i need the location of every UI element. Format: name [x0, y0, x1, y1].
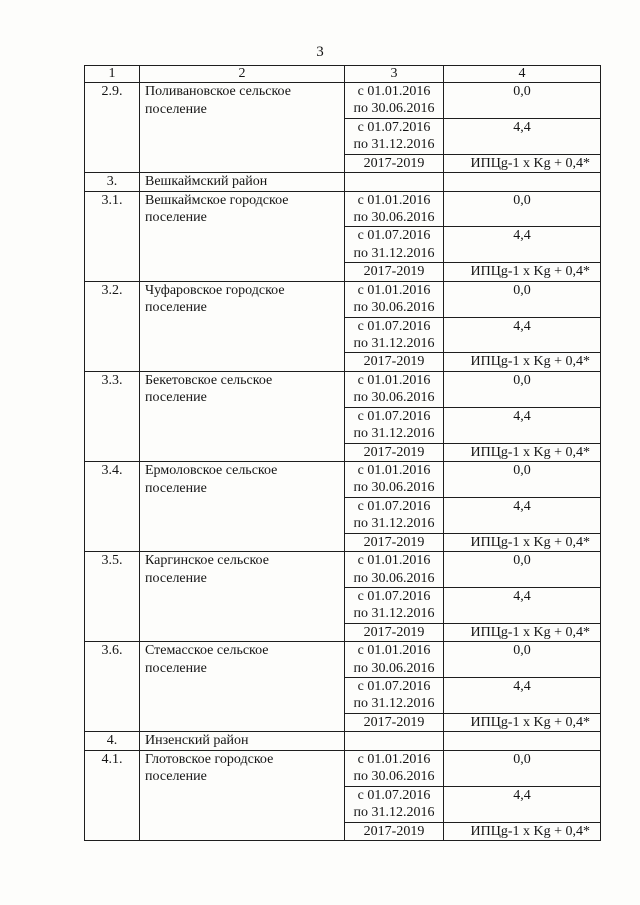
period-cell	[345, 678, 444, 714]
table-row	[85, 750, 601, 786]
period-line: 2017-2019	[363, 264, 425, 280]
settlement-name-line: Каргинское сельское	[145, 553, 269, 569]
settlement-name	[140, 281, 345, 371]
period-cell	[345, 533, 444, 552]
index-value: 0,0	[444, 462, 601, 498]
index-value: 4,4	[444, 786, 601, 822]
period-line: по 31.12.2016	[353, 137, 435, 153]
index-value: 0,0	[444, 642, 601, 678]
empty-cell	[345, 173, 444, 192]
settlement-name-line: Стемасское сельское	[145, 643, 269, 659]
settlement-name	[140, 552, 345, 642]
index-formula: ИПЦg-1 x Kg + 0,4*	[444, 822, 601, 841]
period-line: с 01.01.2016	[357, 751, 431, 767]
period-line: по 30.06.2016	[353, 660, 435, 676]
period-cell	[345, 462, 444, 498]
index-formula: ИПЦg-1 x Kg + 0,4*	[444, 154, 601, 173]
header-row	[85, 66, 601, 83]
settlement-name-line: поселение	[145, 660, 207, 676]
index-value: 0,0	[444, 281, 601, 317]
period-cell	[345, 227, 444, 263]
period-line: по 31.12.2016	[353, 335, 435, 351]
table-row	[85, 642, 601, 678]
period-line: по 30.06.2016	[353, 769, 435, 785]
period-line: с 01.01.2016	[357, 84, 431, 99]
header-cell-1: 1	[85, 66, 140, 83]
period-cell	[345, 353, 444, 372]
table-row	[85, 462, 601, 498]
period-line: по 30.06.2016	[353, 210, 435, 226]
period-line: по 30.06.2016	[353, 300, 435, 316]
settlement-name-line: Ермоловское сельское	[145, 463, 278, 478]
row-number: 3.5.	[85, 552, 140, 642]
settlement-name	[140, 371, 345, 461]
period-line: с 01.07.2016	[357, 498, 431, 514]
period-cell	[345, 786, 444, 822]
table-body	[85, 66, 601, 841]
settlement-name-line: поселение	[145, 570, 207, 586]
period-cell	[345, 497, 444, 533]
period-line: с 01.01.2016	[357, 553, 431, 569]
period-cell	[345, 281, 444, 317]
index-value: 4,4	[444, 587, 601, 623]
period-line: по 30.06.2016	[353, 570, 435, 586]
index-formula: ИПЦg-1 x Kg + 0,4*	[444, 713, 601, 732]
period-cell	[345, 623, 444, 642]
settlement-name-line: поселение	[145, 390, 207, 406]
index-formula: ИПЦg-1 x Kg + 0,4*	[444, 533, 601, 552]
table-row	[85, 83, 601, 119]
index-value: 4,4	[444, 227, 601, 263]
period-line: по 31.12.2016	[353, 696, 435, 712]
table-row	[85, 552, 601, 588]
row-number: 2.9.	[85, 83, 140, 173]
period-cell	[345, 154, 444, 173]
period-line: с 01.07.2016	[357, 408, 431, 424]
header-cell-4: 4	[444, 66, 601, 83]
period-cell	[345, 587, 444, 623]
period-cell	[345, 642, 444, 678]
period-line: по 30.06.2016	[353, 101, 435, 117]
period-line: по 31.12.2016	[353, 606, 435, 622]
settlement-name-line: поселение	[145, 101, 207, 117]
settlement-name-line: Поливановское сельское	[145, 84, 291, 99]
period-line: с 01.01.2016	[357, 192, 431, 208]
period-line: 2017-2019	[363, 714, 425, 730]
index-value: 4,4	[444, 317, 601, 353]
period-line: 2017-2019	[363, 624, 425, 640]
empty-cell	[444, 173, 601, 192]
row-number: 3.4.	[85, 462, 140, 552]
period-line: 2017-2019	[363, 444, 425, 460]
settlement-name-line: поселение	[145, 480, 207, 496]
empty-cell	[345, 732, 444, 751]
period-line: с 01.01.2016	[357, 282, 431, 298]
index-value: 0,0	[444, 371, 601, 407]
index-value: 0,0	[444, 552, 601, 588]
period-line: по 31.12.2016	[353, 516, 435, 532]
period-cell	[345, 263, 444, 282]
period-line: с 01.07.2016	[357, 787, 431, 803]
index-value: 4,4	[444, 118, 601, 154]
district-name-line: Вешкаймский район	[145, 174, 268, 190]
row-number: 3.6.	[85, 642, 140, 732]
period-cell	[345, 83, 444, 119]
district-name	[140, 732, 345, 751]
period-line: по 30.06.2016	[353, 390, 435, 406]
district-row	[85, 732, 601, 751]
period-line: с 01.07.2016	[357, 588, 431, 604]
period-line: с 01.07.2016	[357, 679, 431, 695]
row-number: 3.2.	[85, 281, 140, 371]
settlement-name	[140, 642, 345, 732]
period-cell	[345, 407, 444, 443]
period-cell	[345, 371, 444, 407]
index-value: 0,0	[444, 750, 601, 786]
empty-cell	[444, 732, 601, 751]
settlement-name	[140, 191, 345, 281]
settlement-name-line: поселение	[145, 769, 207, 785]
settlement-name	[140, 462, 345, 552]
table-row	[85, 191, 601, 227]
index-value: 0,0	[444, 191, 601, 227]
period-line: по 31.12.2016	[353, 426, 435, 442]
settlement-name	[140, 750, 345, 840]
header-cell-2: 2	[140, 66, 345, 83]
settlement-name-line: поселение	[145, 210, 207, 226]
period-cell	[345, 443, 444, 462]
period-line: 2017-2019	[363, 823, 425, 839]
row-number: 3.1.	[85, 191, 140, 281]
settlement-name-line: Вешкаймское городское	[145, 192, 289, 208]
page-number: 3	[316, 44, 324, 60]
period-cell	[345, 317, 444, 353]
index-value: 0,0	[444, 83, 601, 119]
period-cell	[345, 822, 444, 841]
settlement-name	[140, 83, 345, 173]
period-line: по 30.06.2016	[353, 480, 435, 496]
period-line: с 01.01.2016	[357, 643, 431, 659]
period-line: по 31.12.2016	[353, 245, 435, 261]
district-row	[85, 173, 601, 192]
row-number: 4.1.	[85, 750, 140, 840]
district-name-line: Инзенский район	[145, 733, 249, 749]
period-cell	[345, 118, 444, 154]
period-cell	[345, 750, 444, 786]
period-line: с 01.07.2016	[357, 318, 431, 334]
table-row	[85, 281, 601, 317]
period-line: с 01.01.2016	[357, 372, 431, 388]
settlement-name-line: Чуфаровское городское	[145, 282, 285, 298]
index-value: 4,4	[444, 407, 601, 443]
index-formula: ИПЦg-1 x Kg + 0,4*	[444, 263, 601, 282]
period-line: 2017-2019	[363, 354, 425, 370]
index-formula: ИПЦg-1 x Kg + 0,4*	[444, 443, 601, 462]
district-number: 3.	[85, 173, 140, 192]
settlement-name-line: поселение	[145, 300, 207, 316]
settlement-name-line: Глотовское городское	[145, 751, 274, 767]
index-formula: ИПЦg-1 x Kg + 0,4*	[444, 623, 601, 642]
index-value: 4,4	[444, 497, 601, 533]
settlement-name-line: Бекетовское сельское	[145, 372, 273, 388]
table-row	[85, 371, 601, 407]
period-cell	[345, 191, 444, 227]
header-cell-3: 3	[345, 66, 444, 83]
period-line: с 01.07.2016	[357, 228, 431, 244]
index-value: 4,4	[444, 678, 601, 714]
period-line: по 31.12.2016	[353, 805, 435, 821]
period-line: 2017-2019	[363, 534, 425, 550]
period-line: с 01.01.2016	[357, 463, 431, 478]
period-line: с 01.07.2016	[357, 119, 431, 135]
district-name	[140, 173, 345, 192]
index-formula: ИПЦg-1 x Kg + 0,4*	[444, 353, 601, 372]
tariff-table	[84, 65, 601, 841]
period-cell	[345, 552, 444, 588]
period-line: 2017-2019	[363, 155, 425, 171]
period-cell	[345, 713, 444, 732]
row-number: 3.3.	[85, 371, 140, 461]
district-number: 4.	[85, 732, 140, 751]
